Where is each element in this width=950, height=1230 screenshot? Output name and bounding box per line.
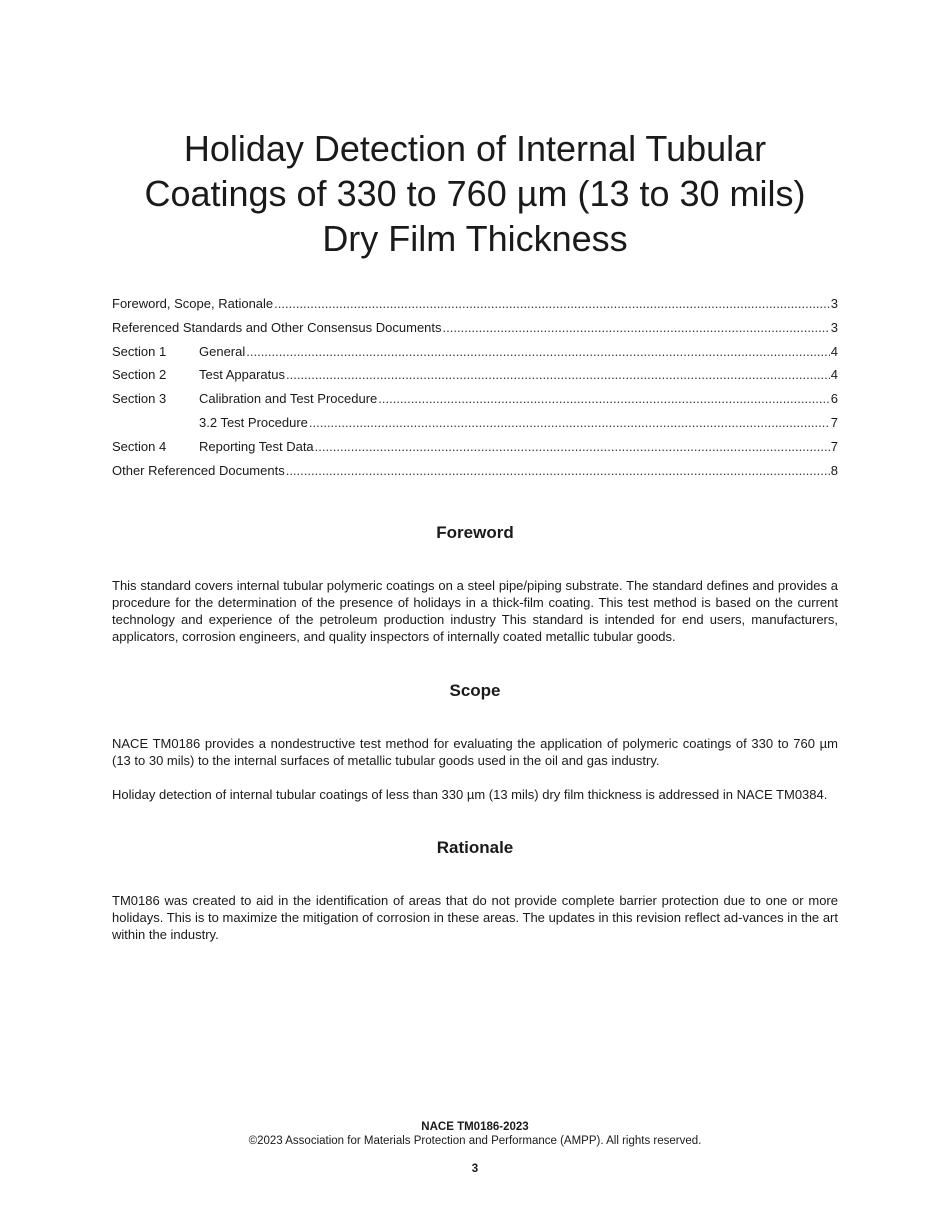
rationale-text: TM0186 was created to aid in the identification of areas that do not provide complete barrier protection due to one or more holidays. This is to maximize the mitigation of corrosion in these areas. The updates in this revision reflect ad-vances in the art within the industry.: [112, 893, 838, 942]
footer-standard-id: NACE TM0186-2023: [421, 1121, 529, 1133]
toc-entry-page: 4: [830, 367, 838, 383]
toc-leader-dots: [286, 367, 830, 383]
foreword-heading: Foreword: [436, 523, 514, 542]
toc-leader-dots: [315, 439, 830, 455]
toc-entry-page: 3: [830, 319, 838, 335]
toc-entry-label: Foreword, Scope, Rationale: [112, 296, 274, 311]
toc-entry-label: Referenced Standards and Other Consensus Documents: [112, 319, 442, 335]
toc-entry-label: Test Apparatus: [199, 367, 285, 383]
toc-leader-dots: [378, 391, 830, 407]
toc-leader-dots: [274, 296, 830, 312]
toc-entry[interactable]: [112, 463, 838, 487]
table-of-contents: [112, 296, 838, 486]
rationale-heading: Rationale: [436, 838, 514, 857]
toc-entry-page: 3: [830, 296, 838, 311]
toc-entry-section: Section 3: [112, 391, 167, 407]
scope-paragraph: NACE TM0186 provides a nondestructive test method for evaluating the application of polymeric coatings of 330 to 760 µm (13 to 30 mils) to the internal surfaces of metallic tubular goods used in the oil and gas industry.: [112, 736, 838, 768]
title-line: Holiday Detection of Internal Tubular: [183, 128, 767, 169]
footer-page-number: 3: [471, 1163, 479, 1175]
document-title: [100, 126, 850, 261]
footer-copyright: ©2023 Association for Materials Protection and Performance (AMPP). All rights reserved.: [248, 1135, 702, 1147]
toc-entry[interactable]: [112, 344, 838, 368]
toc-leader-dots: [246, 344, 830, 360]
toc-entry[interactable]: [112, 391, 838, 415]
toc-entry-label: Calibration and Test Procedure: [199, 391, 378, 407]
toc-entry[interactable]: [112, 415, 838, 439]
title-line: Coatings of 330 to 760 µm (13 to 30 mils): [144, 173, 806, 214]
toc-entry[interactable]: [112, 367, 838, 391]
toc-entry-label: Other Referenced Documents: [112, 462, 285, 478]
toc-entry[interactable]: [112, 296, 838, 320]
foreword-text: This standard covers internal tubular polymeric coatings on a steel pipe/piping substrate. The standard defines and provides a procedure for the determination of the presence of holidays in a thick-film coating. This test method is based on the current technology and experience of the petroleum production industry This standard is intended for end users, manufacturers, applicators, corrosion engineers, and quality inspectors of internally coated metallic tubular goods.: [112, 578, 838, 644]
scope-paragraph: Holiday detection of internal tubular coatings of less than 330 µm (13 mils) dry film thickness is addressed in NACE TM0384.: [112, 787, 828, 802]
toc-entry-section: Section 2: [112, 367, 167, 383]
title-line: Dry Film Thickness: [322, 218, 628, 259]
toc-entry-section: Section 4: [112, 438, 167, 454]
toc-entry-page: 7: [830, 438, 838, 454]
toc-entry[interactable]: [112, 320, 838, 344]
toc-leader-dots: [286, 463, 830, 479]
toc-entry-page: 7: [830, 414, 838, 430]
toc-leader-dots: [309, 415, 830, 431]
toc-entry-section: Section 1: [112, 343, 167, 359]
toc-entry-page: 6: [830, 391, 838, 407]
toc-entry-page: 8: [830, 462, 838, 478]
toc-entry[interactable]: [112, 439, 838, 463]
toc-entry-label: General: [199, 343, 246, 359]
toc-leader-dots: [443, 320, 830, 336]
toc-entry-page: 4: [830, 343, 838, 359]
toc-entry-label: Reporting Test Data: [199, 438, 314, 454]
toc-entry-label: 3.2 Test Procedure: [199, 414, 308, 430]
scope-heading: Scope: [449, 681, 501, 700]
